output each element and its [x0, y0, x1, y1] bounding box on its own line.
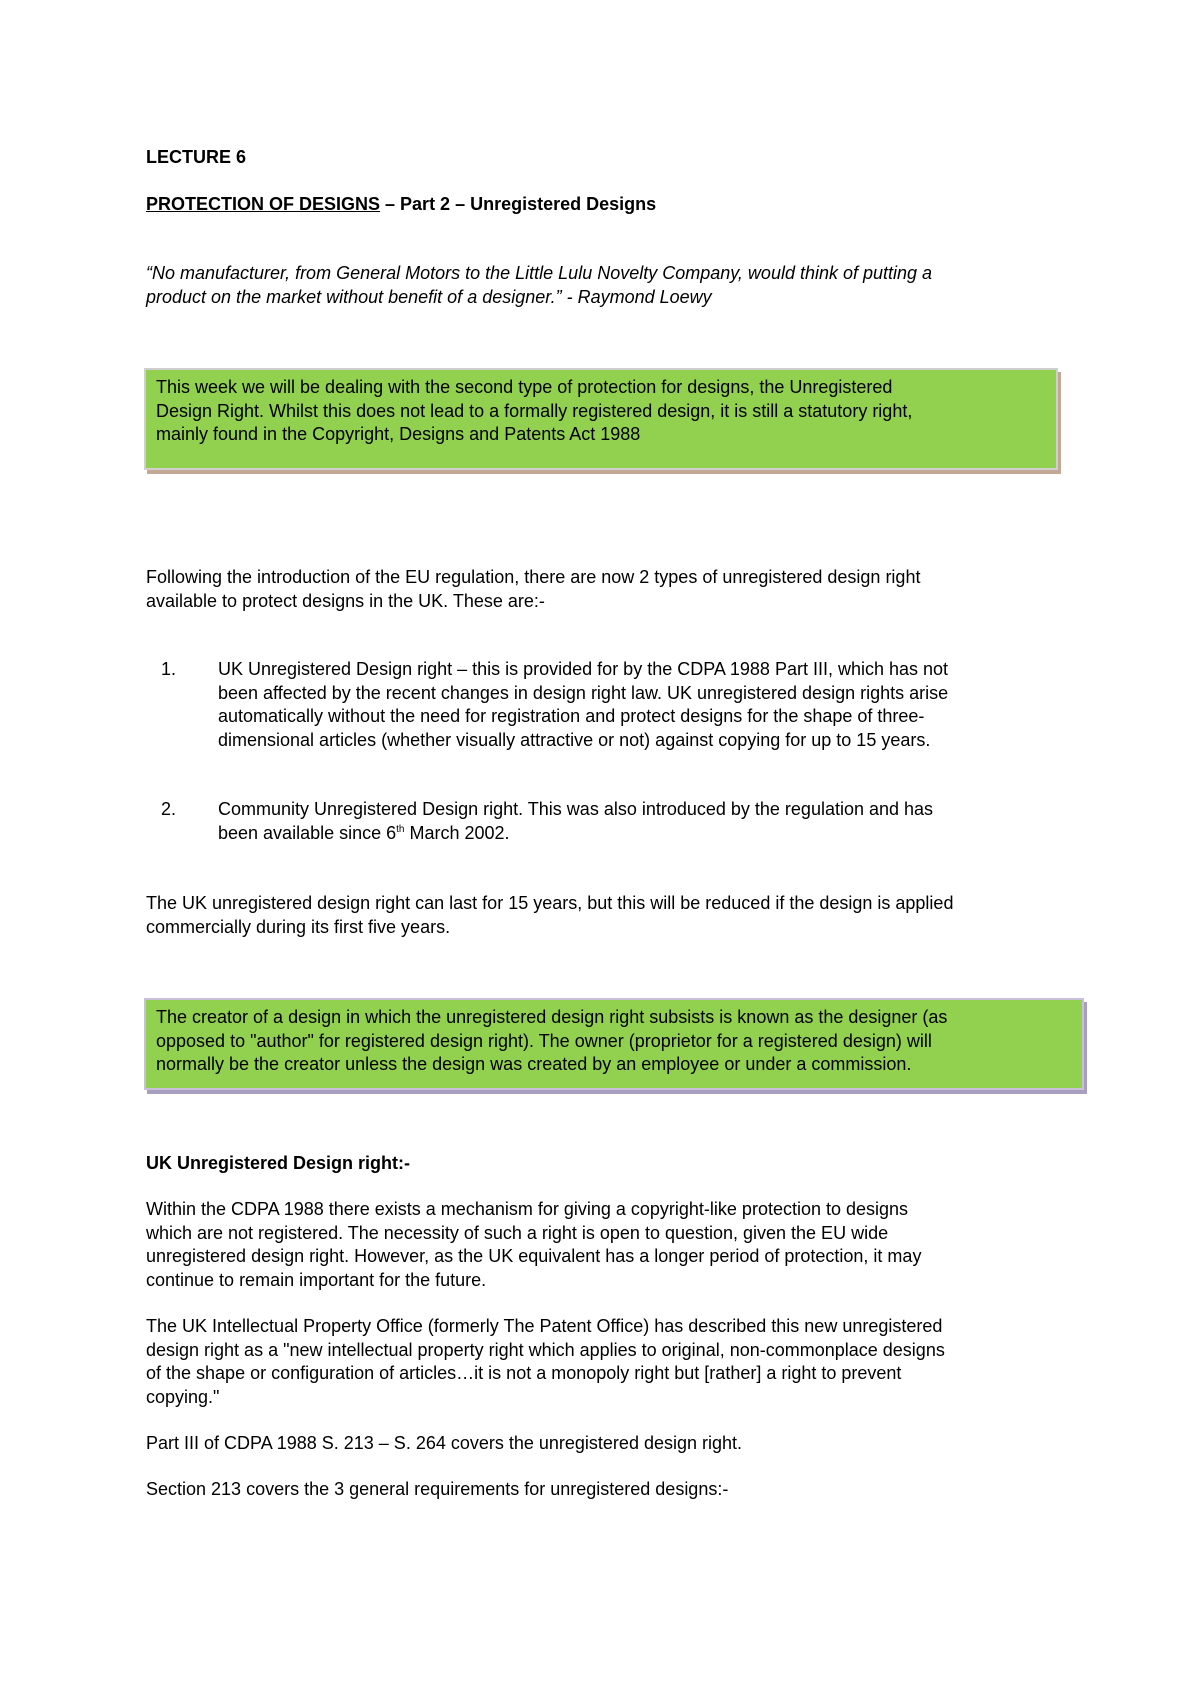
item1-line-3: automatically without the need for registration and protect designs for the shape of three-: [218, 706, 925, 726]
lecture-title: LECTURE 6: [146, 147, 247, 167]
section-subtitle: [146, 193, 656, 217]
box2-line-1: The creator of a design in which the unregistered design right subsists is known as the designer (as: [156, 1007, 948, 1027]
item2-line-2: [218, 822, 1078, 846]
box2-line-3: normally be the creator unless the design was created by an employee or under a commission.: [156, 1054, 912, 1074]
para1-line-1: Within the CDPA 1988 there exists a mechanism for giving a copyright-like protection to designs: [146, 1199, 909, 1219]
item2-line-2-post: March 2002.: [404, 822, 510, 843]
highlight-box-intro: [144, 368, 1058, 470]
intro-line-2: available to protect designs in the UK. These are:-: [146, 590, 545, 611]
item2-line-2-pre: been available since 6: [218, 822, 397, 843]
types-list: [146, 658, 1066, 858]
box1-line-3: mainly found in the Copyright, Designs and Patents Act 1988: [156, 424, 641, 444]
para2-line-2: design right as a "new intellectual property right which applies to original, non-commonplace designs: [146, 1339, 945, 1360]
para1-line-3: unregistered design right. However, as the UK equivalent has a longer period of protection, it may: [146, 1246, 922, 1266]
subtitle-underlined: PROTECTION OF DESIGNS: [146, 194, 381, 214]
box2-line-2: opposed to "author" for registered design right). The owner (proprietor for a registered design) will: [156, 1030, 932, 1051]
quote-line-2: product on the market without benefit of a designer.” - Raymond Loewy: [146, 286, 712, 307]
para2-line-4: copying.": [146, 1386, 220, 1407]
quote: [146, 262, 932, 309]
subtitle-rest: – Part 2 – Unregistered Designs: [380, 194, 657, 214]
intro-paragraph: [146, 566, 920, 613]
list-number: 1.: [160, 659, 176, 679]
box1-line-2: Design Right. Whilst this does not lead to a formally registered design, it is still a statutory right,: [156, 400, 913, 421]
item1-line-2: been affected by the recent changes in design right law. UK unregistered design rights arise: [218, 682, 949, 703]
highlight-box-designer: [144, 998, 1084, 1090]
item2-line-1: Community Unregistered Design right. This was also introduced by the regulation and has: [218, 799, 934, 819]
item1-line-1: UK Unregistered Design right – this is provided for by the CDPA 1988 Part III, which has not: [218, 659, 949, 679]
para2-line-3: of the shape or configuration of articles…it is not a monopoly right but [rather] a right to prevent: [146, 1363, 902, 1383]
ordinal-suffix: th: [396, 823, 405, 835]
duration-line-1: The UK unregistered design right can last for 15 years, but this will be reduced if the design is applied: [146, 893, 954, 913]
section-paragraph-3: Part III of CDPA 1988 S. 213 – S. 264 covers the unregistered design right.: [146, 1433, 743, 1453]
section-heading: UK Unregistered Design right:-: [146, 1153, 411, 1173]
section-paragraph-4: Section 213 covers the 3 general requirements for unregistered designs:-: [146, 1479, 729, 1499]
duration-line-2: commercially during its first five years.: [146, 916, 451, 937]
section-paragraph-2: [146, 1315, 945, 1409]
intro-line-1: Following the introduction of the EU regulation, there are now 2 types of unregistered design right: [146, 567, 921, 587]
list-number: 2.: [160, 799, 176, 819]
list-item-body: [218, 798, 1078, 845]
duration-paragraph: [146, 892, 953, 939]
section-paragraph-1: [146, 1198, 921, 1292]
para1-line-4: continue to remain important for the future.: [146, 1269, 487, 1290]
para1-line-2: which are not registered. The necessity of such a right is open to question, given the EU wide: [146, 1222, 889, 1243]
list-item-body: [218, 658, 1078, 752]
para2-line-1: The UK Intellectual Property Office (formerly The Patent Office) has described this new unregistered: [146, 1316, 943, 1336]
box1-line-1: This week we will be dealing with the second type of protection for designs, the Unregistered: [156, 377, 893, 397]
quote-line-1: “No manufacturer, from General Motors to the Little Lulu Novelty Company, would think of putting a: [146, 263, 933, 283]
item1-line-4: dimensional articles (whether visually attractive or not) against copying for up to 15 years.: [218, 729, 931, 750]
